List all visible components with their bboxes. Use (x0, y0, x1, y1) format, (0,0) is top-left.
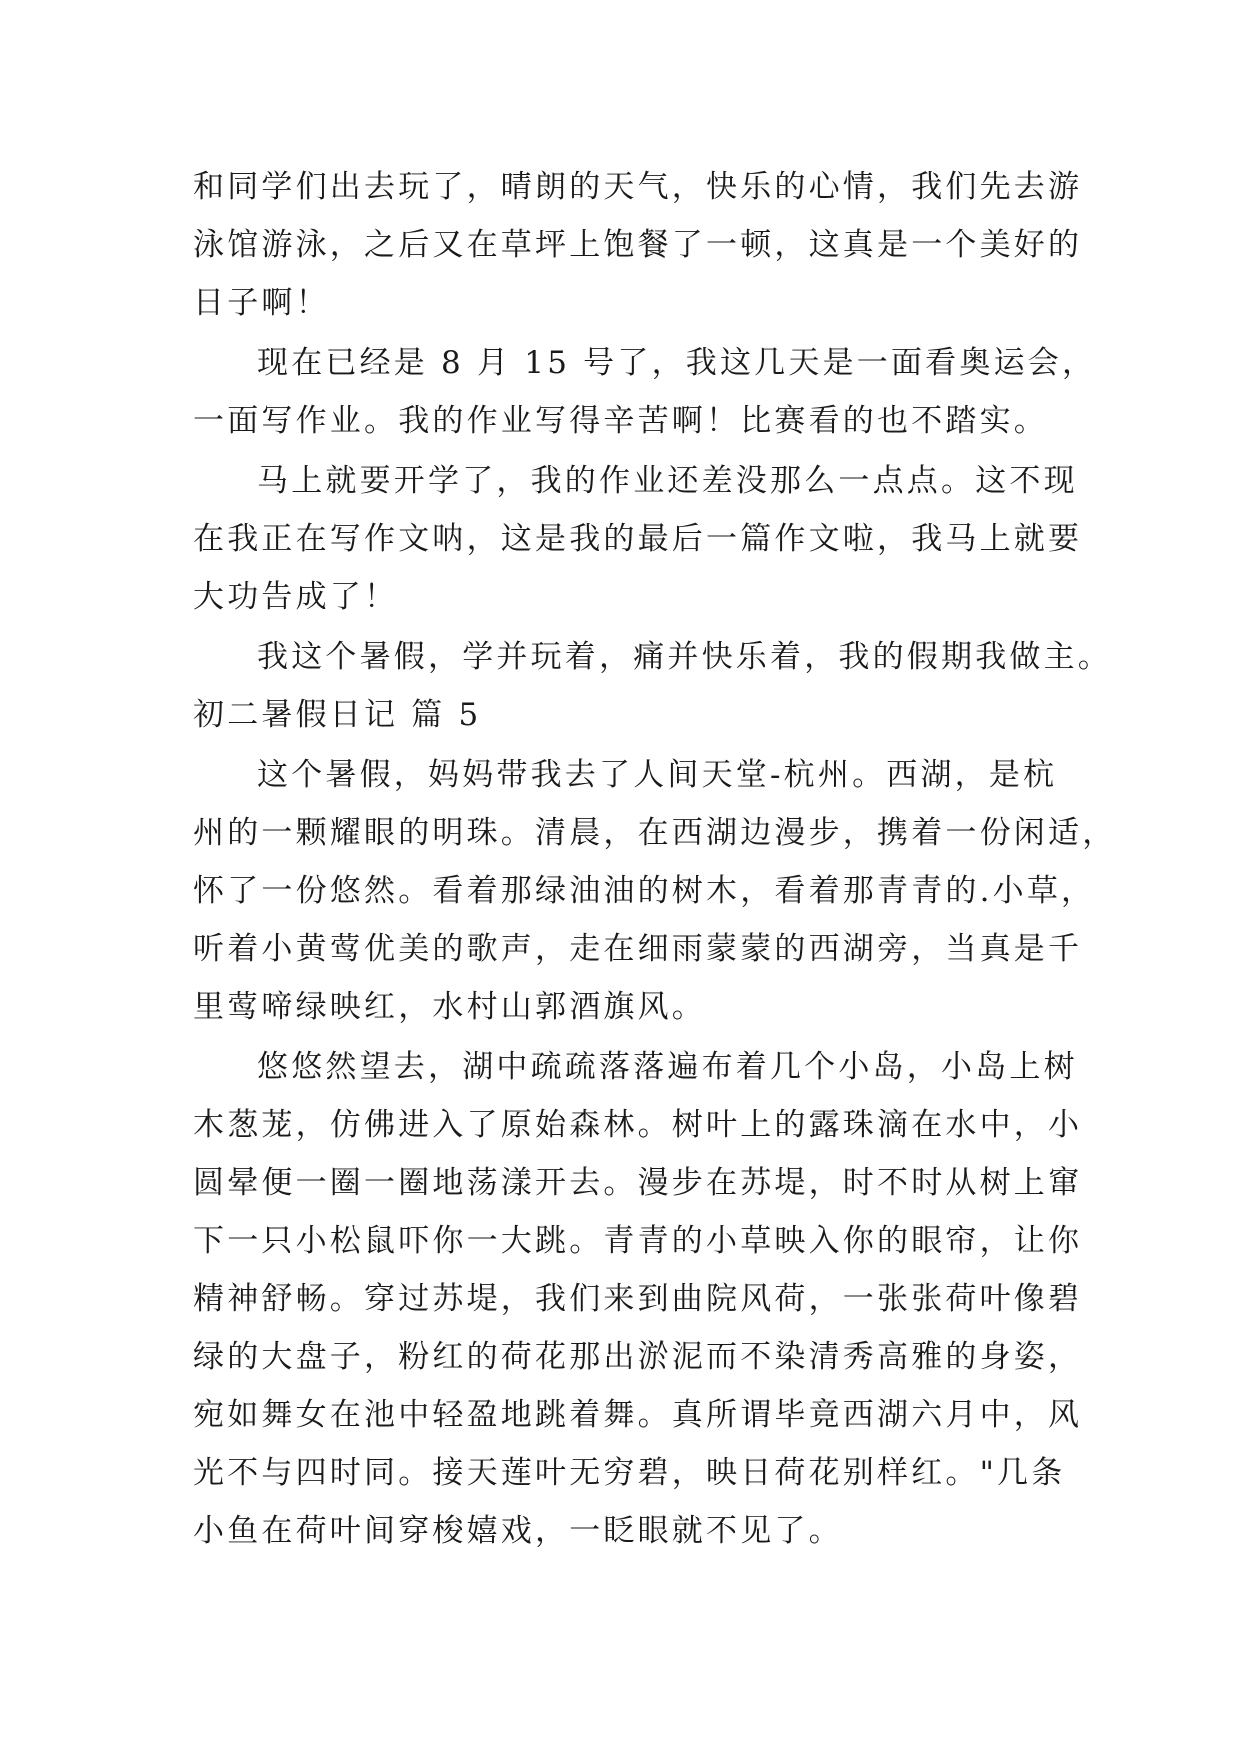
paragraph-start-line: 悠悠然望去，湖中疏疏落落遍布着几个小岛，小岛上树 (257, 1049, 1078, 1085)
text-line: 在我正在写作文呐，这是我的最后一篇作文啦，我马上就要 (193, 521, 1083, 557)
text-line: 圆晕便一圈一圈地荡漾开去。漫步在苏堤，时不时从树上窜 (193, 1165, 1083, 1201)
text-line: 泳馆游泳，之后又在草坪上饱餐了一顿，这真是一个美好的 (193, 227, 1083, 263)
text-line: 宛如舞女在池中轻盈地跳着舞。真所谓毕竟西湖六月中，风 (193, 1397, 1083, 1433)
text-line: 一面写作业。我的作业写得辛苦啊！比赛看的也不踏实。 (193, 403, 1048, 439)
text-line: 大功告成了！ (193, 579, 399, 615)
text-line: 听着小黄莺优美的歌声，走在细雨蒙蒙的西湖旁，当真是千 (193, 931, 1083, 967)
paragraph-start-line: 我这个暑假，学并玩着，痛并快乐着，我的假期我做主。 (257, 639, 1112, 675)
text-line: 小鱼在荷叶间穿梭嬉戏，一眨眼就不见了。 (193, 1513, 843, 1549)
text-line: 木葱茏，仿佛进入了原始森林。树叶上的露珠滴在水中，小 (193, 1107, 1083, 1143)
text-line: 光不与四时同。接天莲叶无穷碧，映日荷花别样红。"几条 (193, 1455, 1066, 1491)
text-line: 绿的大盘子，粉红的荷花那出淤泥而不染清秀高雅的身姿， (193, 1339, 1083, 1375)
text-line: 日子啊！ (193, 285, 330, 321)
text-line: 里莺啼绿映红，水村山郭酒旗风。 (193, 989, 706, 1025)
text-line: 怀了一份悠然。看着那绿油油的树木，看着那青青的.小草， (193, 873, 1096, 909)
paragraph-start-line: 这个暑假，妈妈带我去了人间天堂-杭州。西湖，是杭 (257, 757, 1058, 793)
text-line: 州的一颗耀眼的明珠。清晨，在西湖边漫步，携着一份闲适， (193, 815, 1117, 851)
section-heading: 初二暑假日记 篇 5 (193, 697, 482, 733)
paragraph-start-line: 马上就要开学了，我的作业还差没那么一点点。这不现 (257, 463, 1078, 499)
paragraph-start-line: 现在已经是 8 月 15 号了，我这几天是一面看奥运会， (257, 345, 1097, 381)
text-line: 下一只小松鼠吓你一大跳。青青的小草映入你的眼帘，让你 (193, 1223, 1083, 1259)
text-line: 精神舒畅。穿过苏堤，我们来到曲院风荷，一张张荷叶像碧 (193, 1281, 1083, 1317)
text-line: 和同学们出去玩了，晴朗的天气，快乐的心情，我们先去游 (193, 169, 1083, 205)
